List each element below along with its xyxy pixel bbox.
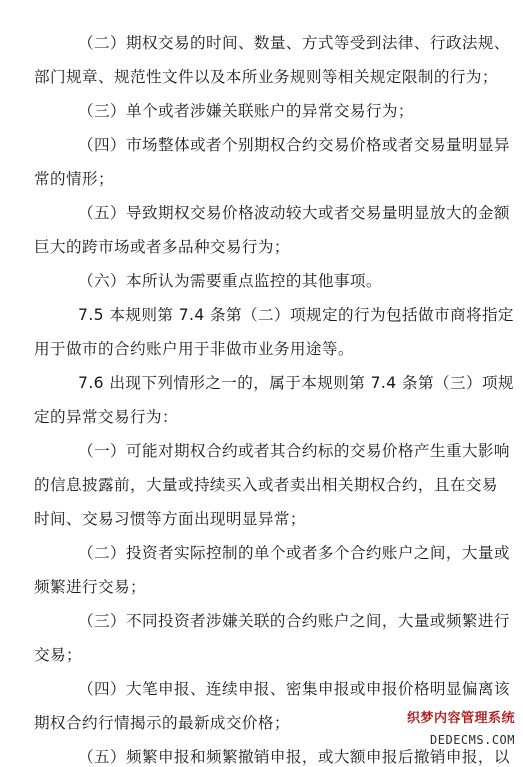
text-line: 用于做市的合约账户用于非做市业务用途等。 [34, 340, 354, 358]
watermark-url: DEDECMS.COM [430, 733, 515, 747]
watermark-title: 织梦内容管理系统 [406, 711, 515, 726]
text-line: （一）可能对期权合约或者其合约标的交易价格产生重大影响 [78, 442, 510, 460]
text-line: 交易； [34, 646, 82, 664]
text-line: 常的情形； [34, 170, 114, 188]
text-line: （四）市场整体或者个别期权合约交易价格或者交易量明显异 [78, 136, 510, 154]
text-line: （二）投资者实际控制的单个或者多个合约账户之间，大量或 [78, 544, 510, 562]
text-line: 部门规章、规范性文件以及本所业务规则等相关规定限制的行为； [34, 68, 498, 86]
text-line: 时间、交易习惯等方面出现明显异常； [34, 510, 306, 528]
text-line: 7.5 本规则第 7.4 条第（二）项规定的行为包括做市商将指定 [78, 306, 514, 324]
text-line: （六）本所认为需要重点监控的其他事项。 [78, 272, 382, 290]
text-line: 巨大的跨市场或者多品种交易行为； [34, 238, 290, 256]
text-line: 的信息披露前，大量或持续买入或者卖出相关期权合约，且在交易 [34, 476, 498, 494]
text-line: 期权合约行情揭示的最新成交价格； [34, 714, 290, 732]
text-line: 频繁进行交易； [34, 578, 146, 596]
text-line: （二）期权交易的时间、数量、方式等受到法律、行政法规、 [78, 34, 510, 52]
text-line: 定的异常交易行为： [34, 408, 178, 426]
text-line: 7.6 出现下列情形之一的，属于本规则第 7.4 条第（三）项规 [78, 374, 514, 392]
text-line: （三）不同投资者涉嫌关联的合约账户之间，大量或频繁进行 [78, 612, 510, 630]
text-line: （五）频繁申报和频繁撤销申报，或大额申报后撤销申报，以 [78, 748, 510, 766]
text-line: （五）导致期权交易价格波动较大或者交易量明显放大的金额 [78, 204, 510, 222]
text-line: （三）单个或者涉嫌关联账户的异常交易行为； [78, 102, 414, 120]
watermark-logo [383, 710, 515, 754]
text-line: （四）大笔申报、连续申报、密集申报或申报价格明显偏离该 [78, 680, 510, 698]
